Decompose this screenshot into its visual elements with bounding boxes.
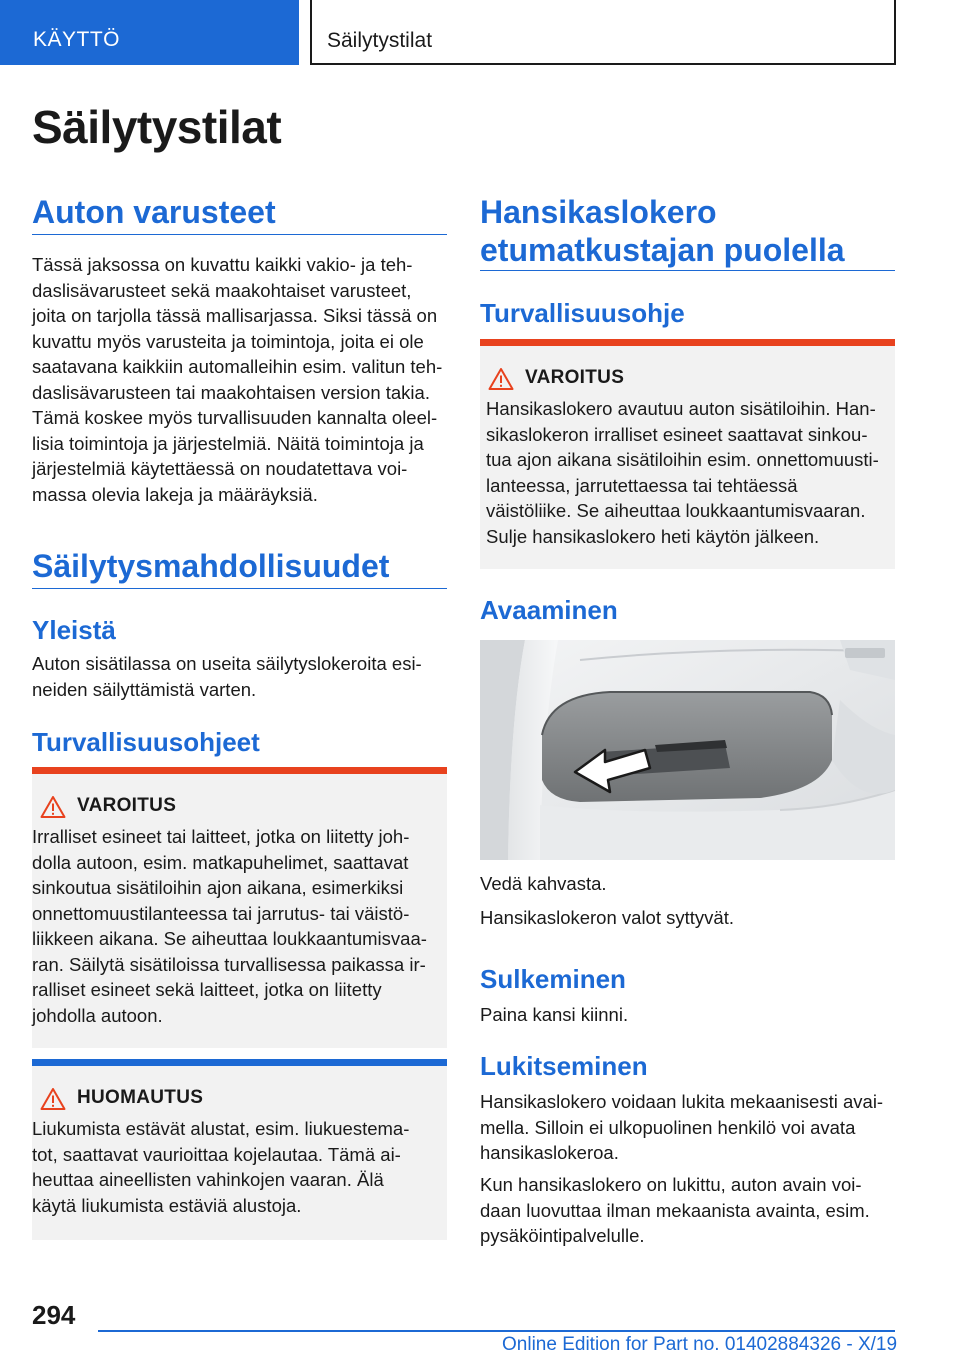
header-section-label: KÄYTTÖ — [33, 28, 121, 51]
header-section-tab — [0, 0, 299, 65]
heading-lukitseminen: Lukitseminen — [480, 1051, 648, 1081]
warning-text — [32, 824, 452, 1028]
text-line: käytä liukumista estäviä alustoja. — [32, 1194, 302, 1216]
warning-title: VAROITUS — [525, 367, 625, 388]
warning-bar — [480, 339, 895, 346]
text-line: Hansikaslokero avautuu auton sisätiloihin. Han‐ — [486, 398, 876, 419]
warning-triangle-icon — [488, 367, 514, 391]
text-line: saatavana kaikkiin automalleihin esim. valitun teh‐ — [32, 356, 443, 377]
text-line: daslisävarusteen tai maakohtaisen version takia. — [32, 381, 430, 403]
warning-triangle-icon — [40, 1087, 66, 1111]
heading-rule — [32, 234, 447, 235]
footer-edition: Online Edition for Part no. 01402884326 - X/19 — [502, 1334, 898, 1355]
text-line: Liukumista estävät alustat, esim. liukuestema‐ — [32, 1118, 410, 1139]
text-line: ran. Säilytä sisätiloissa turvallisessa paikassa ir‐ — [32, 953, 426, 975]
heading-hansikaslokero — [480, 193, 845, 269]
warning-text — [486, 396, 901, 549]
general-paragraph — [32, 651, 452, 702]
footer-rule — [98, 1330, 895, 1332]
glovebox-illustration — [480, 640, 895, 860]
text-line: heuttaa aineellisten vahinkojen vaaran. Älä — [32, 1169, 384, 1190]
heading-rule — [480, 270, 895, 271]
heading-turvallisuusohjeet: Turvallisuusohjeet — [32, 727, 260, 757]
text-line: Auton sisätilassa on useita säilytyslokeroita esi‐ — [32, 653, 422, 674]
heading-line: etumatkustajan puolella — [480, 232, 845, 268]
header-chapter-box — [310, 0, 896, 65]
heading-yleista: Yleistä — [32, 615, 116, 645]
heading-sulkeminen: Sulkeminen — [480, 964, 626, 994]
heading-line: Hansikaslokero — [480, 194, 717, 230]
notice-bar — [32, 1059, 447, 1066]
text-line: mella. Silloin ei ulkopuolinen henkilö voi avata — [480, 1116, 856, 1138]
text-line: daslisävarusteet sekä maakohtaiset varusteet, — [32, 279, 412, 301]
locking-paragraph-1 — [480, 1089, 900, 1166]
text-line: neiden säilyttämistä varten. — [32, 678, 257, 700]
text-line: kuvattu myös varusteita ja toimintoja, joita ei ole — [32, 330, 424, 352]
glovebox-warning-box — [480, 339, 895, 569]
text-line: sikaslokeron irralliset esineet saattavat sinkou‐ — [486, 423, 868, 445]
notice-box — [32, 1059, 447, 1240]
text-line: tot, saattavat vaurioittaa kojelautaa. Tämä ai‐ — [32, 1143, 401, 1165]
closing-text: Paina kansi kiinni. — [480, 1004, 629, 1025]
header-chapter-label: Säilytystilat — [327, 29, 433, 52]
text-line: massa olevia lakeja ja määräyksiä. — [32, 483, 318, 505]
heading-avaaminen: Avaaminen — [480, 595, 618, 625]
heading-rule — [32, 588, 447, 589]
heading-sailytysmahdollisuudet: Säilytysmahdollisuudet — [32, 548, 390, 584]
text-line: joita on tarjolla tässä mallisarjassa. Siksi tässä on — [32, 305, 438, 326]
text-line: väistöliike. Se aiheuttaa loukkaantumisvaaran. — [486, 500, 866, 521]
heading-auton-varusteet: Auton varusteet — [32, 194, 276, 230]
text-line: Sulje hansikaslokero heti käytön jälkeen. — [486, 525, 820, 547]
text-line: pysäköintipalvelulle. — [480, 1225, 645, 1246]
warning-bar — [32, 767, 447, 774]
text-line: hansikaslokeroa. — [480, 1142, 619, 1163]
text-line: Hansikaslokero voidaan lukita mekaanisesti avai‐ — [480, 1091, 884, 1112]
text-line: Tämä koskee myös turvallisuuden kannalta oleel‐ — [32, 407, 438, 428]
notice-text — [32, 1116, 452, 1218]
page-number: 294 — [32, 1300, 76, 1330]
text-line: Kun hansikaslokero on lukittu, auton avain voi‐ — [480, 1174, 862, 1195]
text-line: johdolla autoon. — [32, 1004, 163, 1026]
equipment-paragraph — [32, 252, 452, 507]
locking-paragraph-2 — [480, 1172, 900, 1249]
warning-triangle-icon — [40, 795, 66, 819]
text-line: tua ajon aikana sisätiloihin esim. onnettomuusti‐ — [486, 449, 879, 470]
opening-step-1: Vedä kahvasta. — [480, 873, 607, 894]
glovebox-photo — [480, 640, 895, 860]
text-line: daan luovuttaa ilman mekaanista avainta, esim. — [480, 1199, 870, 1221]
text-line: dolla autoon, esim. matkapuhelimet, saattavat — [32, 851, 409, 873]
heading-turvallisuusohje: Turvallisuusohje — [480, 298, 685, 328]
text-line: Tässä jaksossa on kuvattu kaikki vakio- ja teh‐ — [32, 254, 413, 275]
notice-title: HUOMAUTUS — [77, 1087, 204, 1108]
text-line: liikkeen aikana. Se aiheuttaa loukkaantumisvaa‐ — [32, 928, 427, 949]
warning-box — [32, 767, 447, 1048]
page-title: Säilytystilat — [32, 101, 282, 153]
text-line: Irralliset esineet tai laitteet, jotka on liitetty joh‐ — [32, 826, 410, 847]
text-line: sinkoutua sisätiloihin ajon aikana, esimerkiksi — [32, 877, 404, 898]
text-line: onnettomuustilanteessa tai jarrutus- tai väistö‐ — [32, 902, 410, 924]
text-line: järjestelmiä käytettäessä on noudatettava voi‐ — [32, 458, 408, 479]
warning-title: VAROITUS — [77, 795, 177, 816]
text-line: lisia toimintoja ja järjestelmiä. Näitä toimintoja ja — [32, 432, 424, 454]
opening-step-2: Hansikaslokeron valot syttyvät. — [480, 907, 734, 928]
text-line: ralliset esineet sekä laitteet, jotka on liitetty — [32, 979, 382, 1000]
text-line: lanteessa, jarrutettaessa tai tehtäessä — [486, 474, 798, 496]
